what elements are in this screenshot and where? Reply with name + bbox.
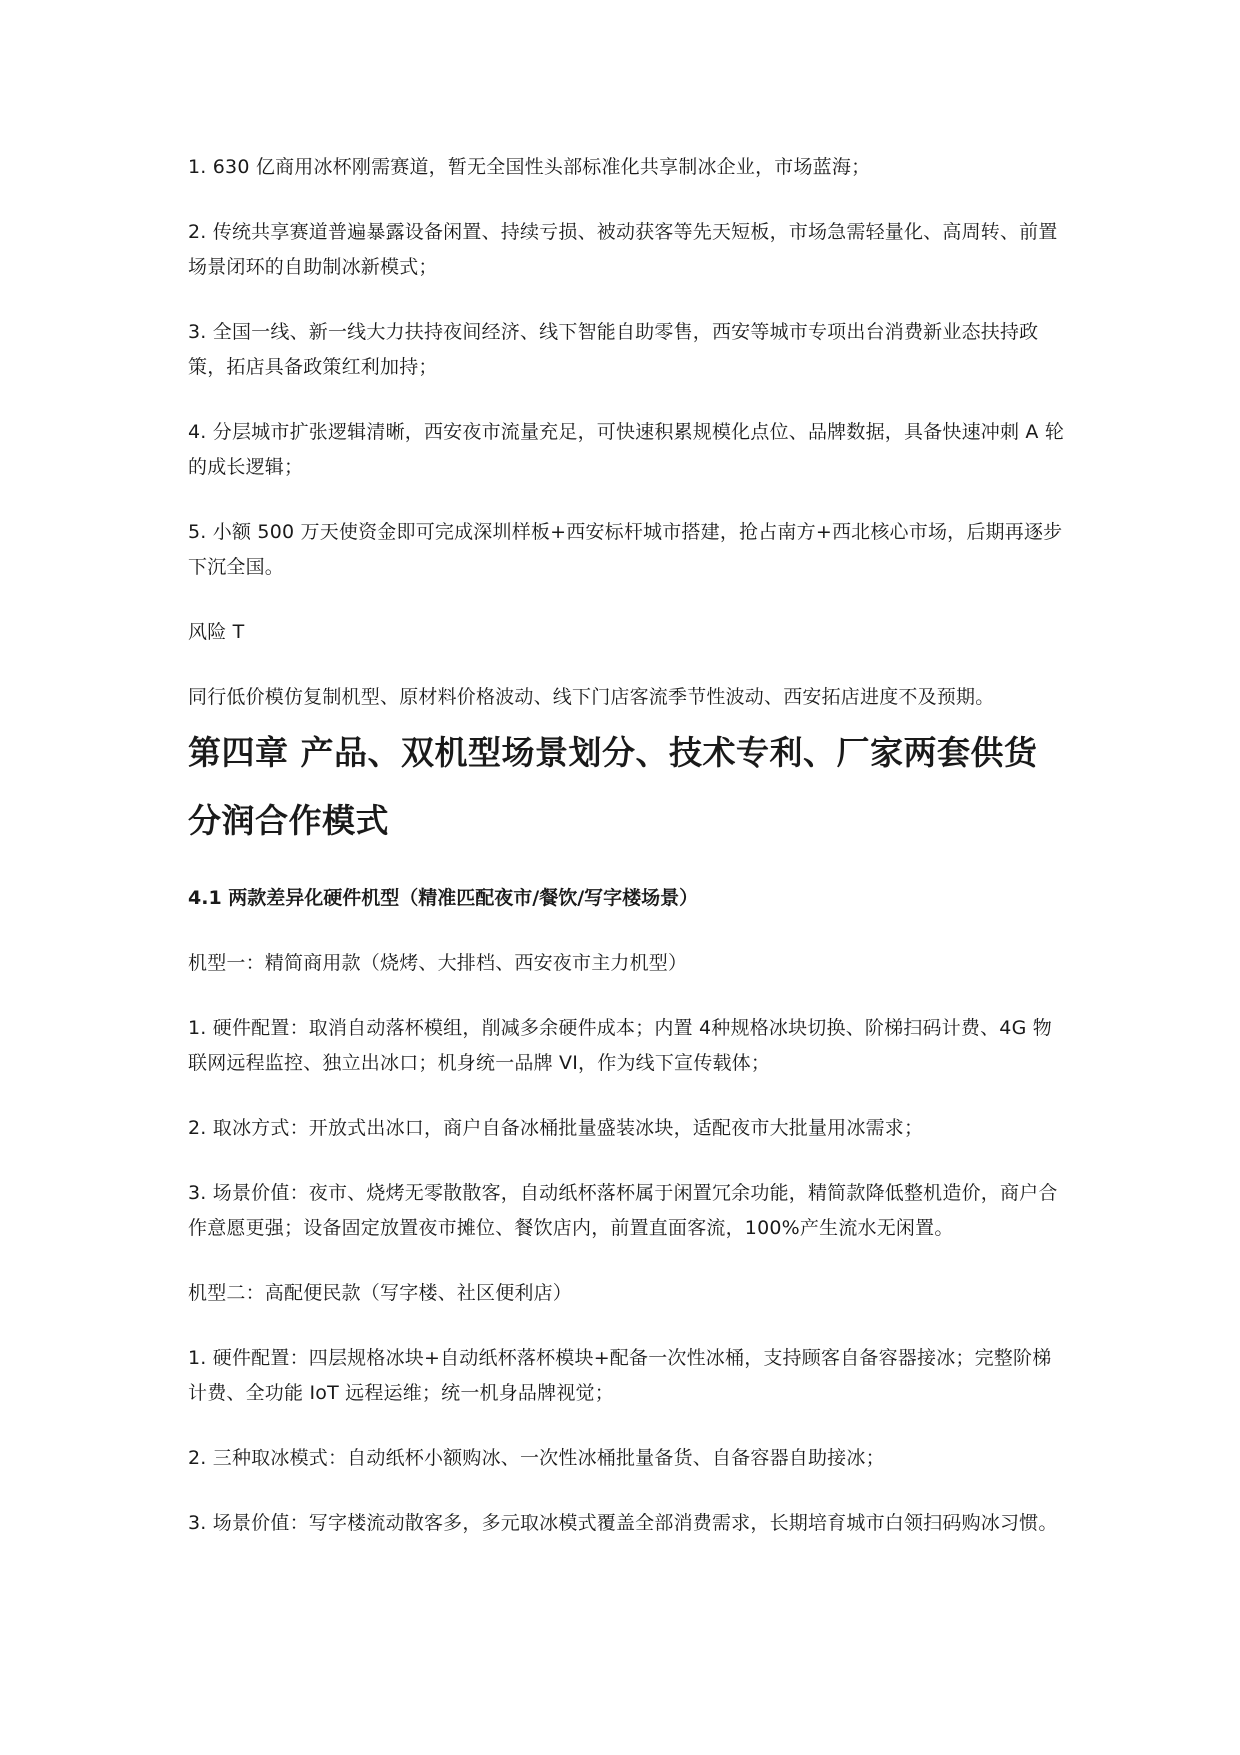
- model-two-title: 机型二：高配便民款（写字楼、社区便利店）: [188, 1282, 573, 1304]
- market-point-4: 4. 分层城市扩张逻辑清晰，西安夜市流量充足，可快速积累规模化点位、品牌数据，具备快速冲刺 A 轮的成长逻辑；: [188, 421, 1065, 478]
- model-one-point-2: 2. 取冰方式：开放式出冰口，商户自备冰桶批量盛装冰块，适配夜市大批量用冰需求；: [188, 1117, 924, 1139]
- model-two-point-3: 3. 场景价值：写字楼流动散客多，多元取冰模式覆盖全部消费需求，长期培育城市白领扫码购冰习惯。: [188, 1512, 1058, 1534]
- model-one-point-1: 1. 硬件配置：取消自动落杯模组，削减多余硬件成本；内置 4种规格冰块切换、阶梯扫码计费、4G 物联网远程监控、独立出冰口；机身统一品牌 VI，作为线下宣传载体；: [188, 1017, 1052, 1074]
- market-point-2: 2. 传统共享赛道普遍暴露设备闲置、持续亏损、被动获客等先天短板，市场急需轻量化、高周转、前置场景闭环的自助制冰新模式；: [188, 221, 1058, 278]
- market-point-1: 1. 630 亿商用冰杯刚需赛道，暂无全国性头部标准化共享制冰企业，市场蓝海；: [188, 156, 871, 178]
- risk-text: 同行低价模仿复制机型、原材料价格波动、线下门店客流季节性波动、西安拓店进度不及预期。: [188, 686, 995, 708]
- section-title: 4.1 两款差异化硬件机型（精准匹配夜市/餐饮/写字楼场景）: [188, 887, 699, 909]
- market-point-5: 5. 小额 500 万天使资金即可完成深圳样板+西安标杆城市搭建，抢占南方+西北核心市场，后期再逐步下沉全国。: [188, 521, 1063, 578]
- market-point-3: 3. 全国一线、新一线大力扶持夜间经济、线下智能自助零售，西安等城市专项出台消费新业态扶持政策，拓店具备政策红利加持；: [188, 321, 1039, 378]
- document-page: [188, 150, 1068, 1571]
- model-one-point-3: 3. 场景价值：夜市、烧烤无零散散客，自动纸杯落杯属于闲置冗余功能，精简款降低整机造价，商户合作意愿更强；设备固定放置夜市摊位、餐饮店内，前置直面客流，100%产生流水无闲置。: [188, 1182, 1058, 1239]
- model-two-point-2: 2. 三种取冰模式：自动纸杯小额购冰、一次性冰桶批量备货、自备容器自助接冰；: [188, 1447, 885, 1469]
- risk-label: 风险 T: [188, 621, 245, 643]
- model-two-point-1: 1. 硬件配置：四层规格冰块+自动纸杯落杯模块+配备一次性冰桶，支持顾客自备容器接冰；完整阶梯计费、全功能 IoT 远程运维；统一机身品牌视觉；: [188, 1347, 1052, 1404]
- chapter-title: 第四章 产品、双机型场景划分、技术专利、厂家两套供货分润合作模式: [188, 733, 1038, 840]
- model-one-title: 机型一：精简商用款（烧烤、大排档、西安夜市主力机型）: [188, 952, 688, 974]
